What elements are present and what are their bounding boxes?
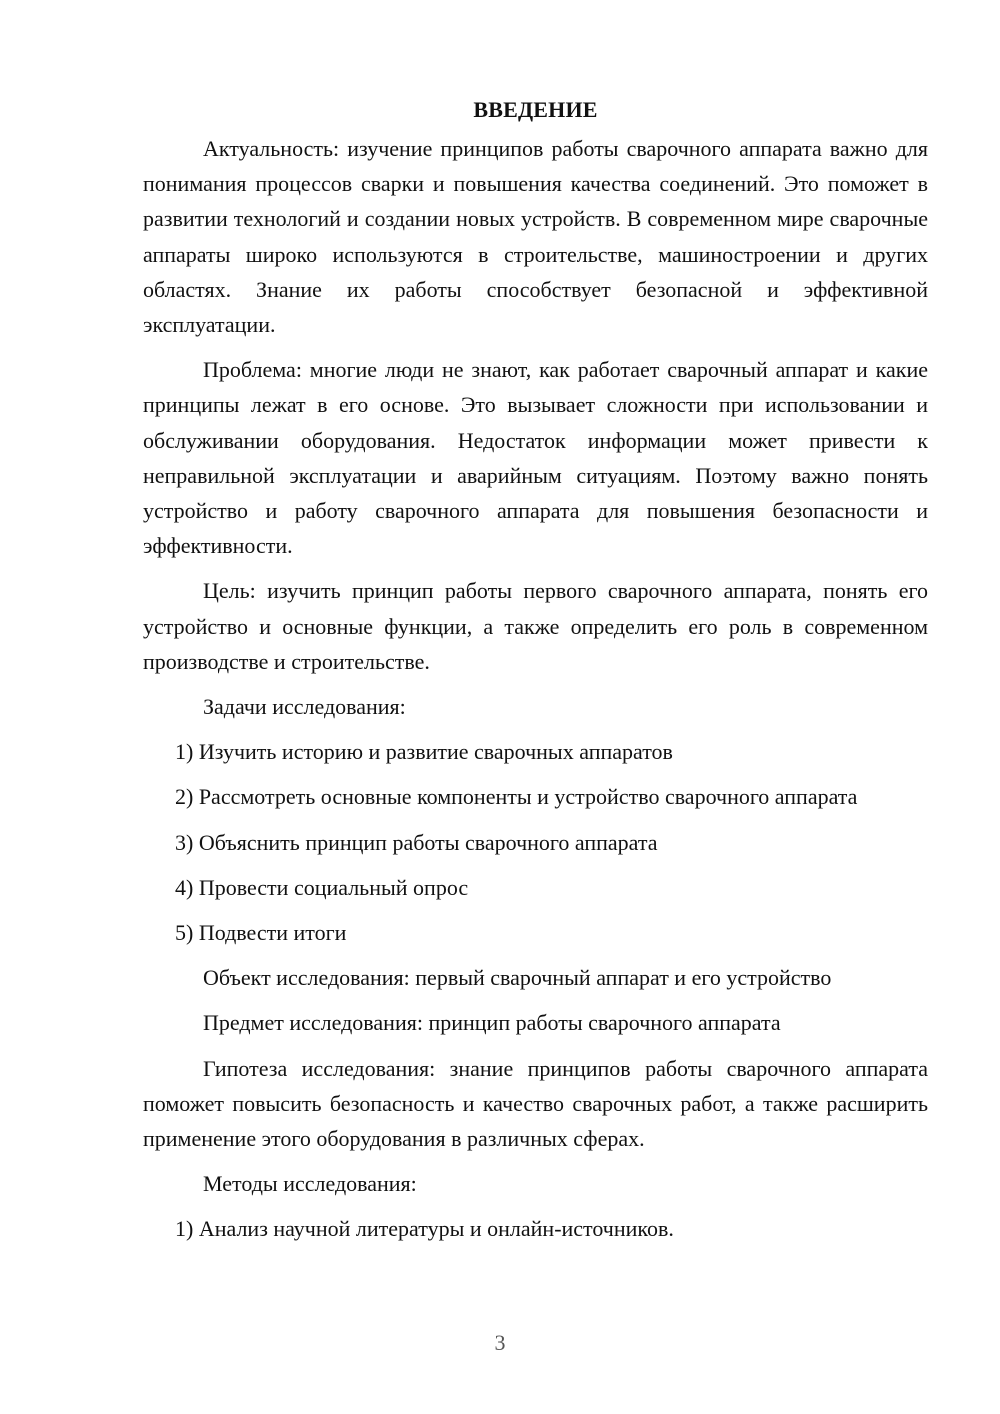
- hypothesis-paragraph: Гипотеза исследования: знание принципов работы сварочного аппарата поможет повысить безопасность и качество сварочных работ, а также расширить применение этого оборудования в различных сферах.: [143, 1055, 928, 1152]
- methods-title: Методы исследования:: [203, 1171, 417, 1197]
- page-number: 3: [494, 1330, 506, 1355]
- task-item-3: 3) Объяснить принцип работы сварочного аппарата: [175, 829, 658, 855]
- document-page: [143, 92, 928, 1257]
- section-heading: ВВЕДЕНИЕ: [473, 97, 598, 122]
- goal-paragraph: Цель: изучить принцип работы первого сварочного аппарата, понять его устройство и основные функции, а также определить его роль в современном производстве и строительстве.: [143, 578, 928, 674]
- task-item-5: 5) Подвести итоги: [175, 920, 347, 946]
- tasks-title: Задачи исследования:: [203, 694, 406, 720]
- subject-paragraph: Предмет исследования: принцип работы сварочного аппарата: [203, 1010, 781, 1036]
- task-item-2: 2) Рассмотреть основные компоненты и устройство сварочного аппарата: [175, 784, 858, 810]
- task-item-1: 1) Изучить историю и развитие сварочных аппаратов: [175, 739, 673, 765]
- problem-paragraph: Проблема: многие люди не знают, как работает сварочный аппарат и какие принципы лежат в его основе. Это вызывает сложности при использовании и обслуживании оборудования. Недостаток информации может привести к неправильной эксплуатации и аварийным ситуациям. Поэтому важно понять устройство и работу сварочного аппарата для повышения безопасности и эффективности.: [143, 357, 928, 559]
- task-item-4: 4) Провести социальный опрос: [175, 874, 469, 900]
- object-paragraph: Объект исследования: первый сварочный аппарат и его устройство: [203, 965, 832, 991]
- relevance-paragraph: Актуальность: изучение принципов работы сварочного аппарата важно для понимания процессов сварки и повышения качества соединений. Это поможет в развитии технологий и создании новых устройств. В современном мире сварочные аппараты широко используются в строительстве, машиностроении и других областях. Знание их работы способствует безопасной и эффективной эксплуатации.: [143, 136, 928, 338]
- method-item-1: 1) Анализ научной литературы и онлайн-источников.: [175, 1216, 674, 1242]
